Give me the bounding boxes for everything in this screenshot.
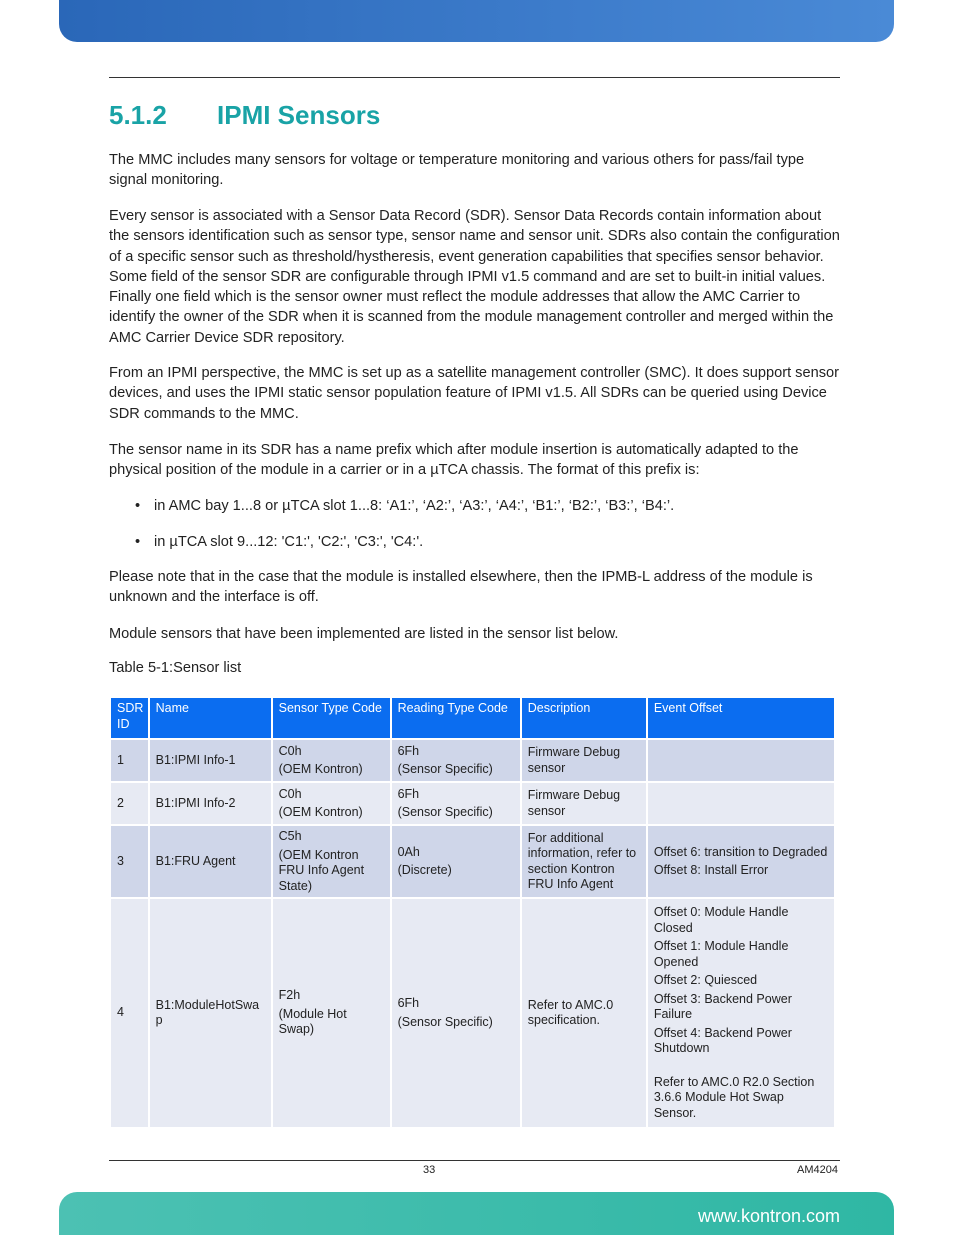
table-row — [111, 783, 834, 824]
header-reading-type: Reading Type Code — [392, 698, 520, 738]
sensor-type-desc: (Module Hot Swap) — [278, 1006, 347, 1037]
cell-sdr-id: 3 — [111, 826, 148, 897]
cell-sensor-type — [273, 740, 390, 781]
paragraph-ipmi: From an IPMI perspective, the MMC is set up as a satellite management controller (SMC). It does support sensor devices, and uses the IPMI static sensor population feature of IPMI v1.5. All SDRs can be queried using Device SDR commands to the MMC. — [109, 365, 839, 422]
sensor-table — [109, 696, 836, 1129]
paragraph-note: Please note that in the case that the module is installed elsewhere, then the IPMB-L address of the module is unknown and the interface is off. — [109, 569, 813, 606]
reading-type-code: 6Fh — [397, 996, 420, 1010]
event-offset-item: Offset 1: Module Handle Opened — [653, 939, 789, 969]
sensor-type-desc: (OEM Kontron FRU Info Agent State) — [278, 847, 365, 893]
header-description: Description — [522, 698, 646, 738]
cell-name: B1:IPMI Info-2 — [150, 783, 271, 824]
header-sdr-id: SDR ID — [111, 698, 148, 738]
top-banner — [59, 0, 894, 42]
cell-name: B1:ModuleHotSwap — [150, 899, 271, 1127]
cell-description: Refer to AMC.0 specification. — [522, 899, 646, 1127]
cell-event-offset — [648, 826, 834, 897]
cell-description: Firmware Debug sensor — [522, 783, 646, 824]
page-number: 33 — [423, 1164, 436, 1176]
paragraph-prefix: The sensor name in its SDR has a name prefix which after module insertion is automatically adapted to the physical position of the module in a carrier or in a µTCA chassis. The format of this prefix is: — [109, 442, 799, 479]
table-caption: Table 5-1:Sensor list — [109, 660, 242, 676]
cell-event-offset — [648, 899, 834, 1127]
section-title: IPMI Sensors — [217, 100, 381, 130]
cell-event-offset — [648, 783, 834, 824]
cell-sdr-id: 2 — [111, 783, 148, 824]
cell-reading-type — [392, 783, 520, 824]
footer-rule — [109, 1160, 840, 1161]
paragraph-list-intro: Module sensors that have been implemented are listed in the sensor list below. — [109, 626, 619, 642]
bullet-icon: • — [135, 498, 141, 514]
bullet-icon: • — [135, 534, 141, 550]
bullet-item — [135, 496, 835, 516]
reading-type-desc: (Sensor Specific) — [397, 805, 493, 819]
cell-reading-type — [392, 740, 520, 781]
header-sensor-type: Sensor Type Code — [273, 698, 390, 738]
event-offset-item: Offset 6: transition to Degraded — [653, 844, 828, 859]
reading-type-desc: (Discrete) — [397, 863, 452, 877]
table-row — [111, 740, 834, 781]
section-number: 5.1.2 — [109, 100, 167, 130]
sensor-type-code: C5h — [278, 829, 302, 843]
table-row — [111, 899, 834, 1127]
bullet-text: in µTCA slot 9...12: 'C1:', 'C2:', 'C3:', 'C4:'. — [154, 534, 424, 550]
cell-event-offset — [648, 740, 834, 781]
header-rule — [109, 77, 840, 78]
table-row — [111, 826, 834, 897]
event-offset-item: Offset 8: Install Error — [653, 863, 769, 877]
paragraph-sdr: Every sensor is associated with a Sensor Data Record (SDR). Sensor Data Records contain information about the sensors identification such as sensor type, sensor name and sensor unit. SDRs also contain the configuration of a specific sensor such as threshold/hystheresis, event generation capabilities that specifies sensor behavior. Some field of the sensor SDR are configurable through IPMI v1.5 command and are set to built-in initial values. Finally one field which is the sensor owner must reflect the module addresses that allow the AMC Carrier to identify the owner of the SDR when it is scanned from the module management controller and merged within the AMC Carrier Device SDR repository. — [109, 208, 840, 346]
sensor-type-code: C0h — [278, 786, 302, 801]
document-id: AM4204 — [797, 1164, 838, 1176]
cell-sdr-id: 4 — [111, 899, 148, 1127]
event-offset-item: Offset 0: Module Handle Closed — [653, 905, 789, 935]
event-offset-item: Offset 3: Backend Power Failure — [653, 991, 792, 1021]
bottom-banner — [59, 1192, 894, 1235]
header-name: Name — [150, 698, 271, 738]
reading-type-desc: (Sensor Specific) — [397, 1014, 493, 1029]
cell-sensor-type — [273, 899, 390, 1127]
cell-sdr-id: 1 — [111, 740, 148, 781]
bullet-item — [135, 532, 835, 552]
cell-description: For additional information, refer to section Kontron FRU Info Agent — [522, 826, 646, 897]
sensor-type-code: C0h — [278, 743, 302, 758]
cell-sensor-type — [273, 783, 390, 824]
sensor-type-code: F2h — [278, 988, 301, 1003]
event-offset-item: Offset 2: Quiesced — [653, 973, 758, 987]
paragraph-intro: The MMC includes many sensors for voltage or temperature monitoring and various others for pass/fail type signal monitoring. — [109, 152, 805, 189]
bullet-text: in AMC bay 1...8 or µTCA slot 1...8: ‘A1:’, ‘A2:’, ‘A3:’, ‘A4:’, ‘B1:’, ‘B2:’, ‘B3:’, ‘B4:’. — [154, 498, 675, 514]
cell-description: Firmware Debug sensor — [522, 740, 646, 781]
cell-name: B1:IPMI Info-1 — [150, 740, 271, 781]
reading-type-code: 6Fh — [397, 786, 420, 801]
event-offset-item: Offset 4: Backend Power Shutdown — [653, 1025, 792, 1055]
sensor-type-desc: (OEM Kontron) — [278, 762, 363, 776]
website-link[interactable]: www.kontron.com — [697, 1206, 840, 1226]
header-event-offset: Event Offset — [648, 698, 834, 738]
cell-sensor-type — [273, 826, 390, 897]
cell-reading-type — [392, 899, 520, 1127]
reading-type-code: 6Fh — [397, 743, 420, 758]
table-header-row — [111, 698, 834, 738]
cell-reading-type — [392, 826, 520, 897]
cell-name: B1:FRU Agent — [150, 826, 271, 897]
reading-type-code: 0Ah — [397, 844, 420, 859]
reading-type-desc: (Sensor Specific) — [397, 762, 493, 776]
sensor-type-desc: (OEM Kontron) — [278, 805, 363, 819]
event-offset-note: Refer to AMC.0 R2.0 Section 3.6.6 Module Hot Swap Sensor. — [653, 1074, 815, 1120]
section-heading — [109, 100, 380, 131]
